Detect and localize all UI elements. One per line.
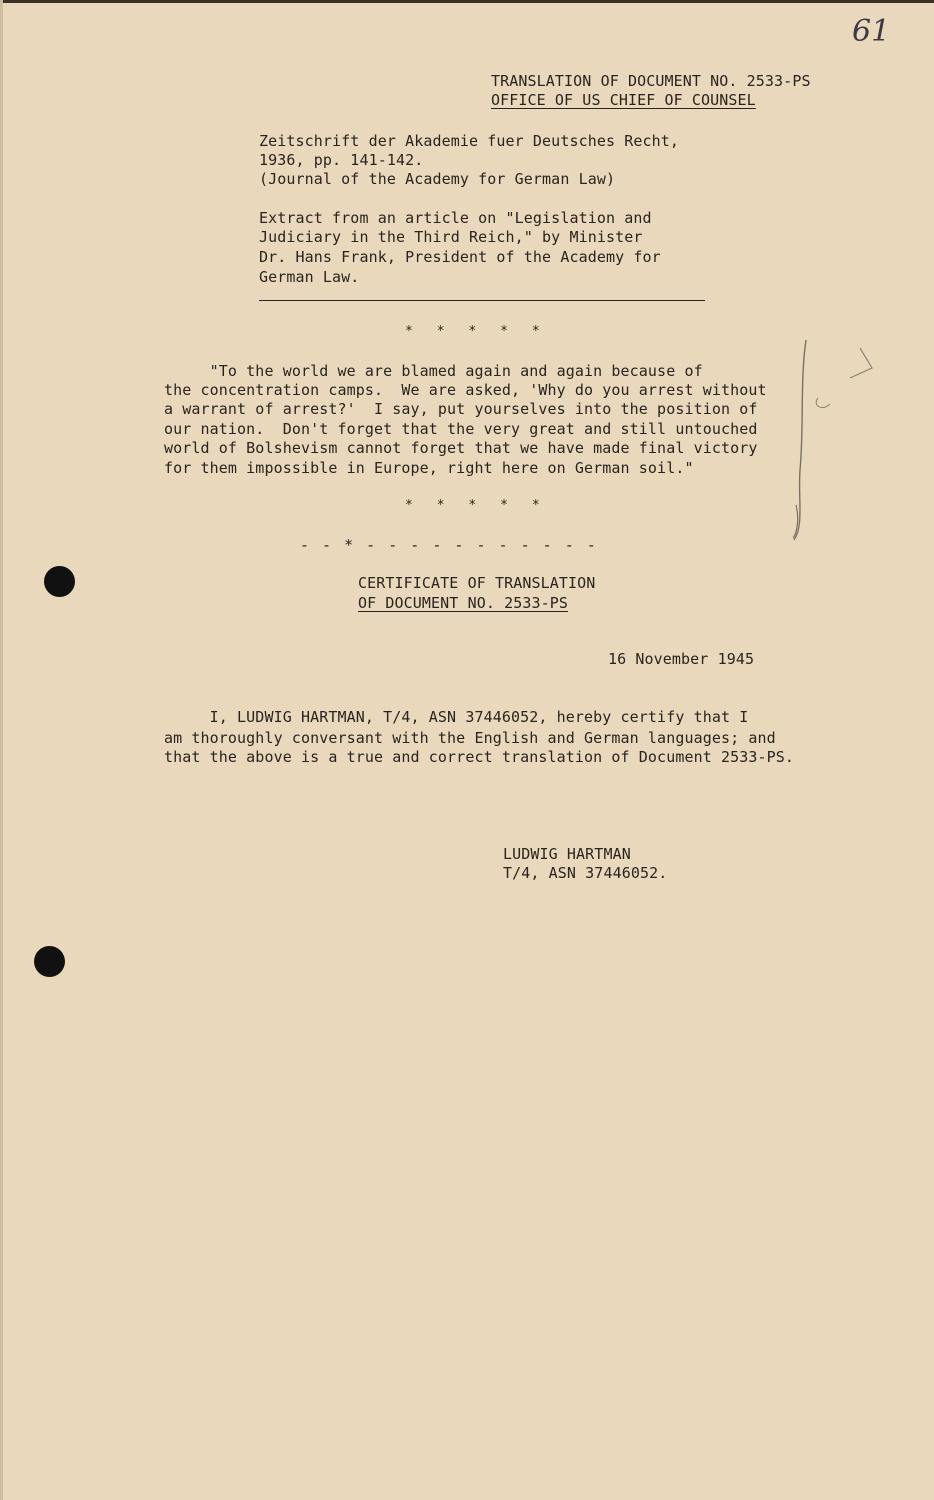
dash-divider: - - * - - - - - - - - - - - <box>300 536 598 554</box>
separator-stars-bottom: * * * * * <box>405 498 540 513</box>
extract-line-2: Judiciary in the Third Reich," by Minister <box>259 228 643 246</box>
extract-line-4: German Law. <box>259 268 360 286</box>
quote-line-5: world of Bolshevism cannot forget that we have made final victory <box>164 439 758 457</box>
separator-stars-top: * * * * * <box>405 324 540 339</box>
handwritten-page-number: 61 <box>852 14 891 49</box>
margin-scribble-mark <box>816 398 830 408</box>
extract-line-1: Extract from an article on "Legislation and <box>259 209 652 227</box>
quote-line-1: "To the world we are blamed again and again because of <box>164 362 703 380</box>
quote-line-4: our nation. Don't forget that the very great and still untouched <box>164 420 758 438</box>
margin-check-mark <box>850 348 872 378</box>
certificate-body-line-3: that the above is a true and correct translation of Document 2533-PS. <box>164 748 795 766</box>
extract-line-3: Dr. Hans Frank, President of the Academy for <box>259 248 661 266</box>
certificate-title: CERTIFICATE OF TRANSLATION <box>358 574 596 592</box>
source-line-1: Zeitschrift der Akademie fuer Deutsches Recht, <box>259 132 680 150</box>
header-title: TRANSLATION OF DOCUMENT NO. 2533-PS <box>491 72 811 90</box>
margin-bracket-mark <box>794 340 806 540</box>
signature-name: LUDWIG HARTMAN <box>503 845 631 863</box>
certificate-body-line-2: am thoroughly conversant with the English and German languages; and <box>164 729 776 747</box>
quote-line-2: the concentration camps. We are asked, 'Why do you arrest without <box>164 381 767 399</box>
source-line-3: (Journal of the Academy for German Law) <box>259 170 616 188</box>
header-office: OFFICE OF US CHIEF OF COUNSEL <box>491 91 756 109</box>
source-line-2: 1936, pp. 141-142. <box>259 151 424 169</box>
quote-line-6: for them impossible in Europe, right here on German soil." <box>164 459 694 477</box>
certificate-subtitle: OF DOCUMENT NO. 2533-PS <box>358 594 569 612</box>
signature-rank: T/4, ASN 37446052. <box>503 864 668 882</box>
certificate-body-line-1: I, LUDWIG HARTMAN, T/4, ASN 37446052, hereby certify that I <box>164 708 749 726</box>
certificate-date: 16 November 1945 <box>608 650 755 668</box>
quote-line-3: a warrant of arrest?' I say, put yourselves into the position of <box>164 400 758 418</box>
